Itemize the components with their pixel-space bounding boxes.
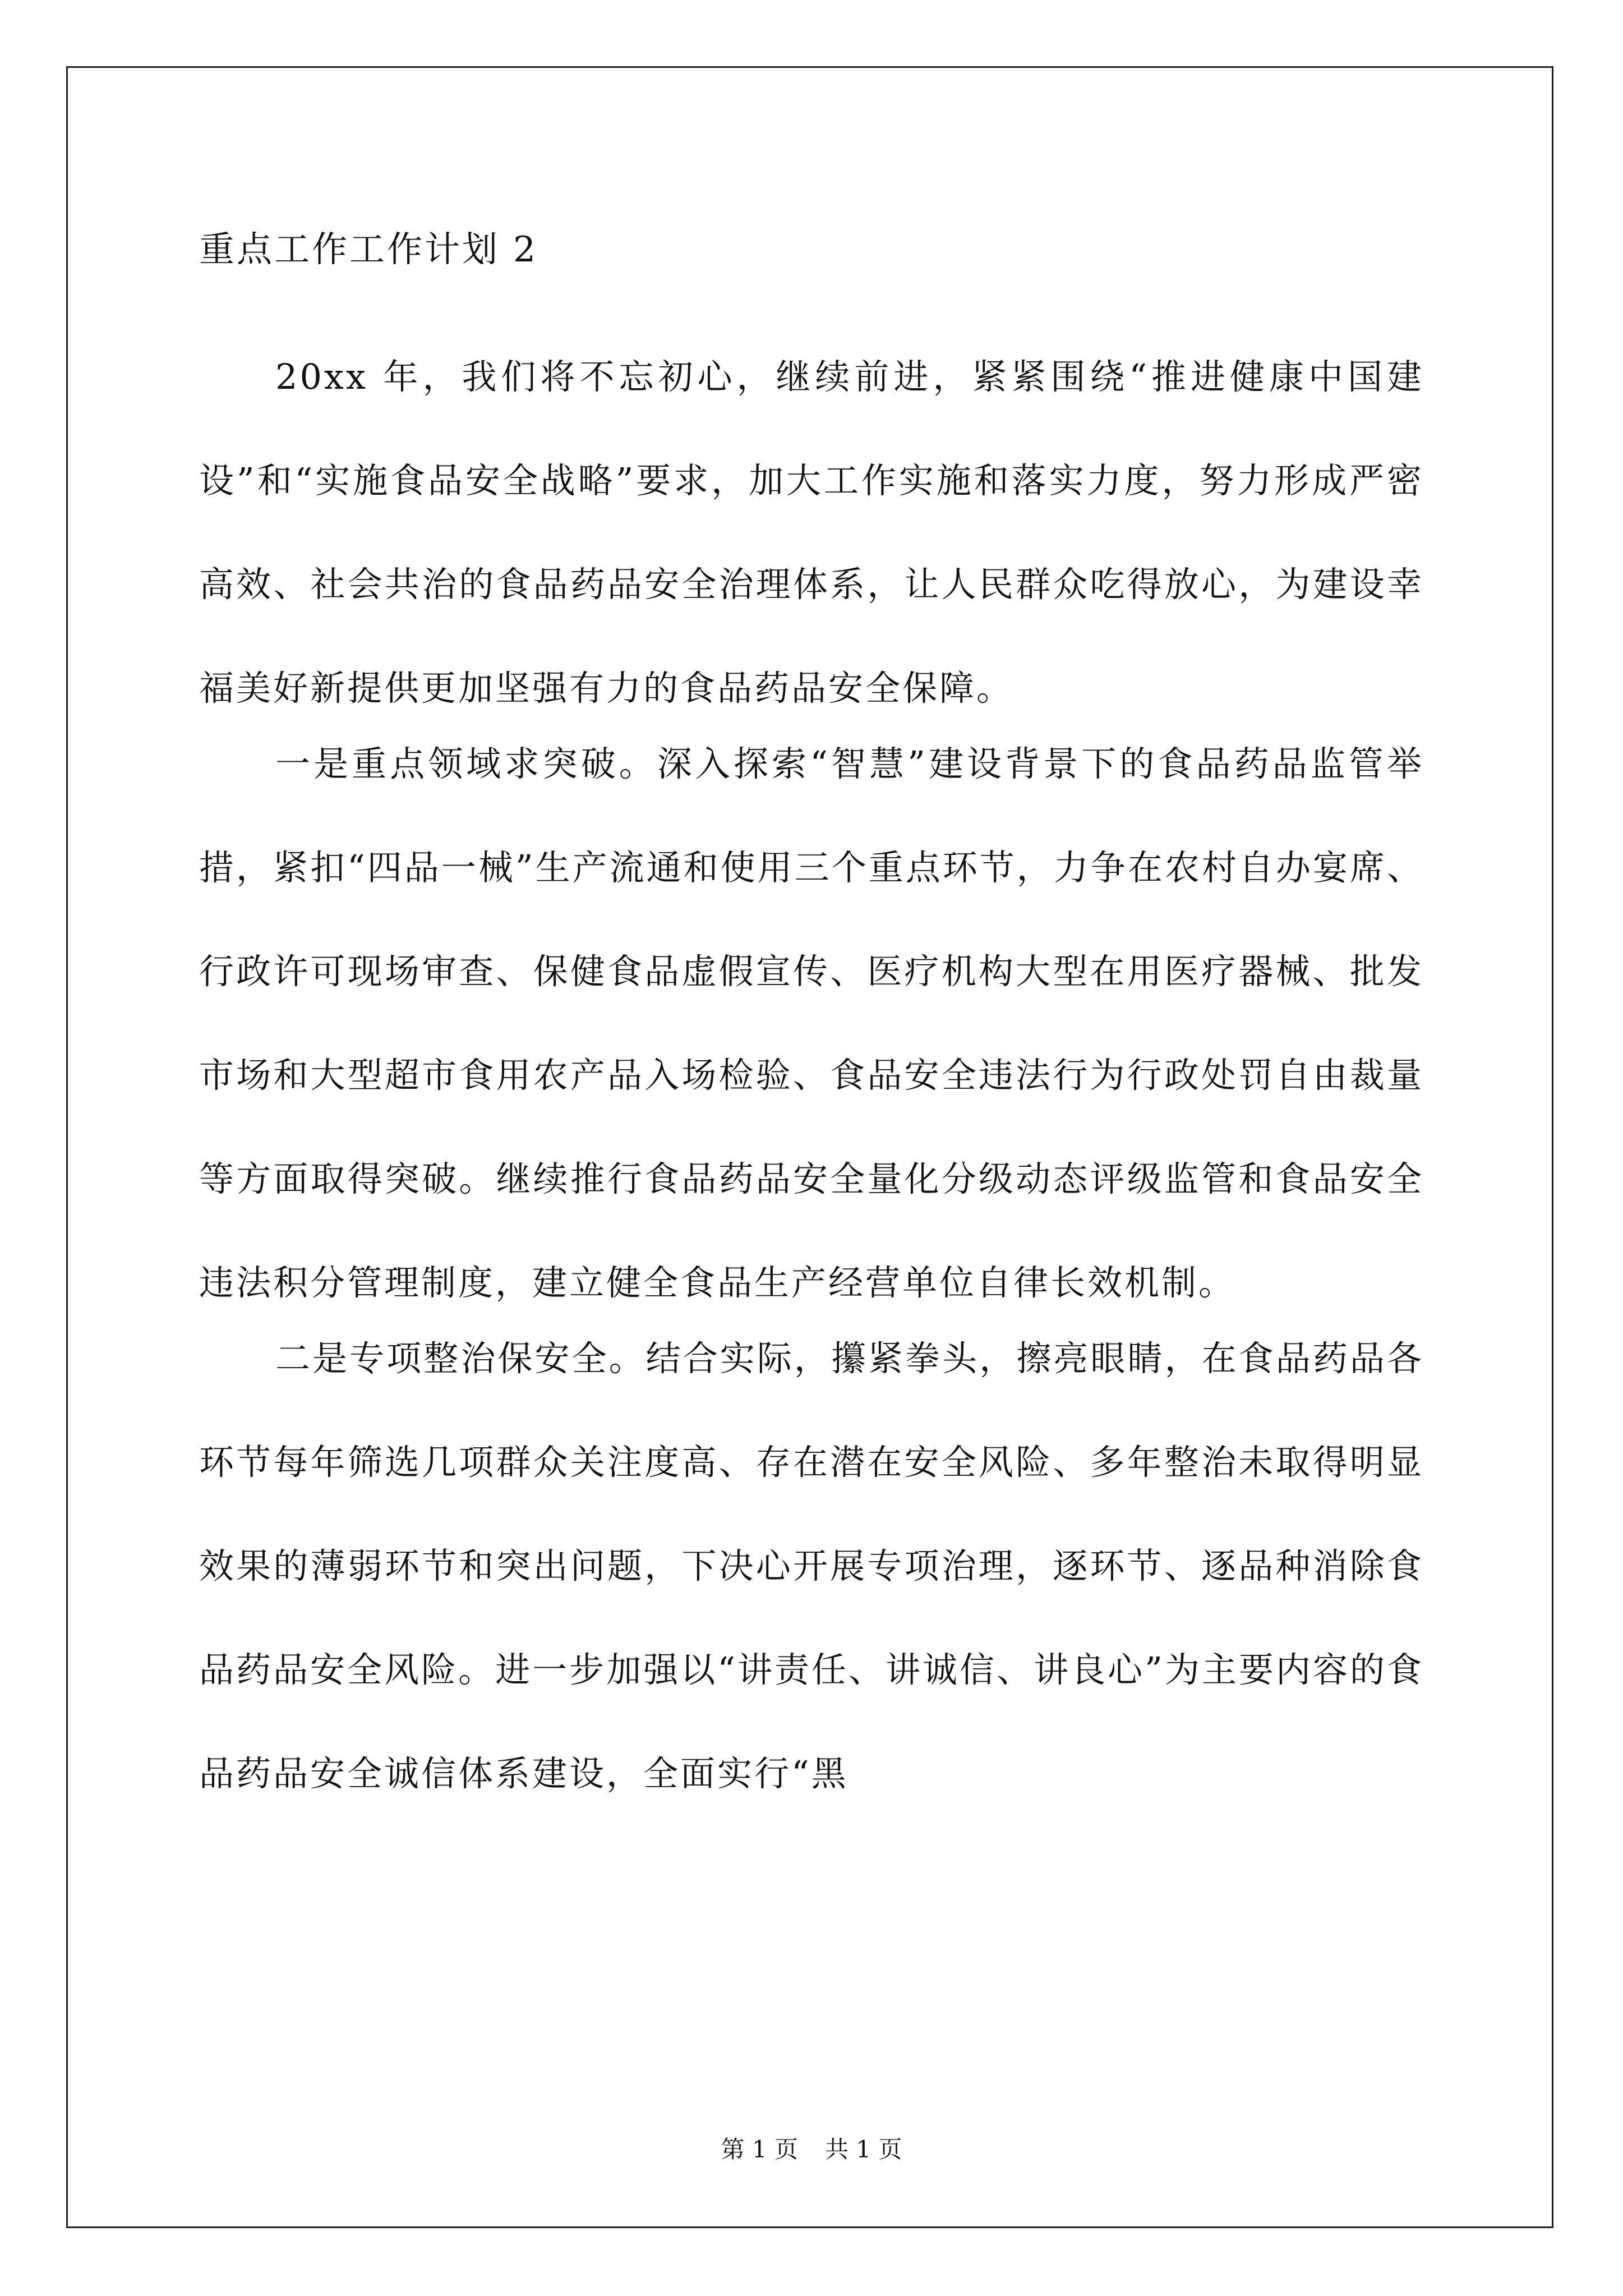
page-number: 第 1 页	[721, 2136, 798, 2163]
paragraph-intro: 20xx 年，我们将不忘初心，继续前进，紧紧围绕“推进健康中国建设”和“实施食品安全战略”要求，加大工作实施和落实力度，努力形成严密高效、社会共治的食品药品安全治理体系，让人民群众吃得放心，为建设幸福美好新提供更加坚强有力的食品药品安全保障。	[199, 356, 1424, 708]
paragraph-special-rectification: 二是专项整治保安全。结合实际，攥紧拳头，擦亮眼睛，在食品药品各环节每年筛选几项群众关注度高、存在潜在安全风险、多年整治未取得明显效果的薄弱环节和突出问题，下决心开展专项治理，逐环节、逐品种消除食品药品安全风险。进一步加强以“讲责任、讲诚信、讲良心”为主要内容的食品药品安全诚信体系建设，全面实行“黑	[199, 1338, 1424, 1794]
document-body	[199, 222, 1424, 1825]
page-footer	[0, 2133, 1623, 2166]
document-title: 重点工作工作计划 2	[199, 229, 538, 270]
paragraph-key-areas: 一是重点领域求突破。深入探索“智慧”建设背景下的食品药品监管举措，紧扣“四品一械”生产流通和使用三个重点环节，力争在农村自办宴席、行政许可现场审查、保健食品虚假宣传、医疗机构大型在用医疗器械、批发市场和大型超市食用农产品入场检验、食品安全违法行为行政处罚自由裁量等方面取得突破。继续推行食品药品安全量化分级动态评级监管和食品安全违法积分管理制度，建立健全食品生产经营单位自律长效机制。	[199, 743, 1424, 1303]
page-total: 共 1 页	[825, 2136, 902, 2163]
